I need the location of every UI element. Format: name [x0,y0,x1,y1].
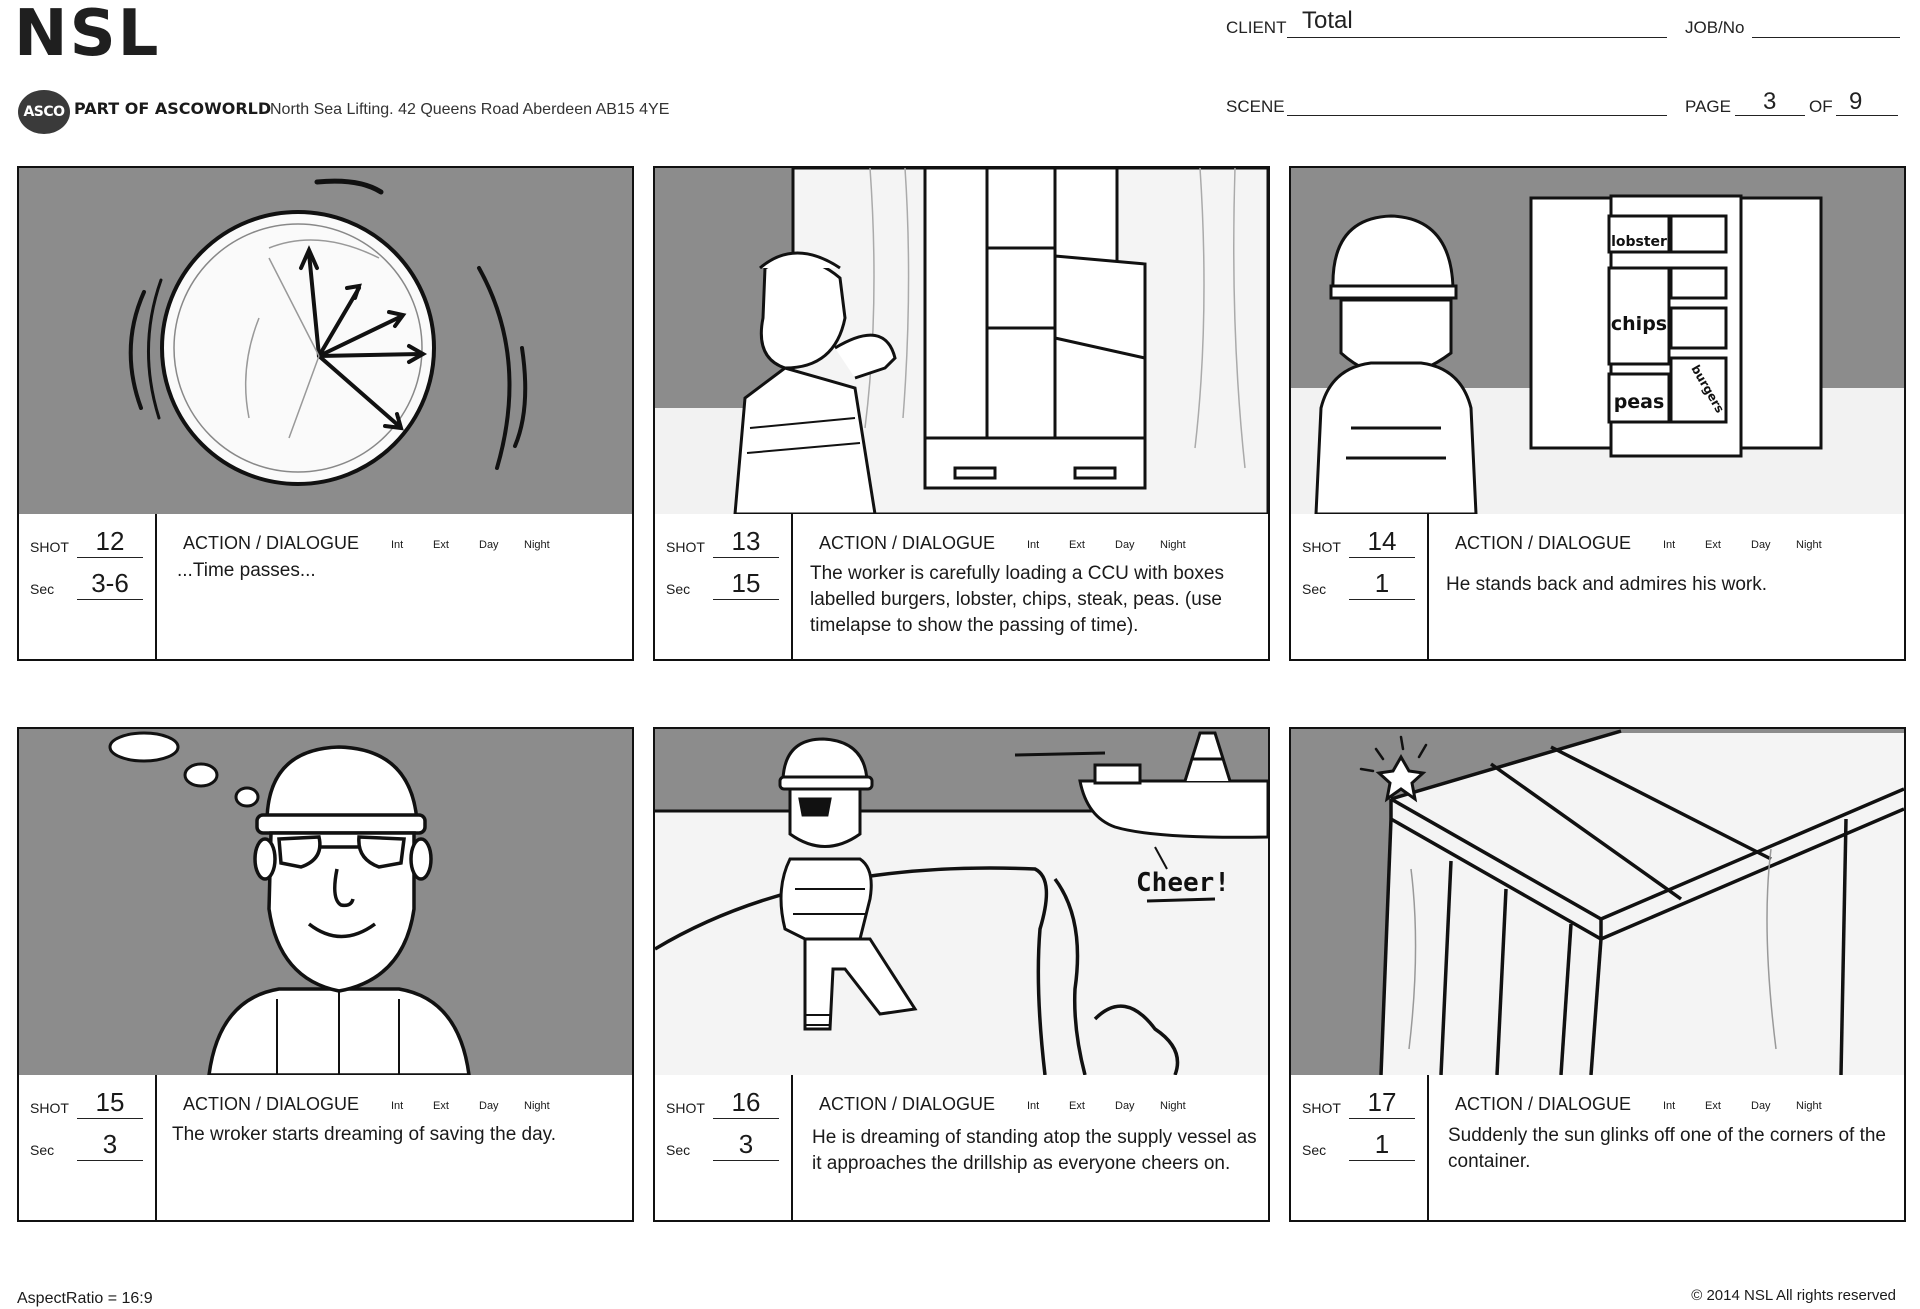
sec-label: Sec [30,1142,55,1158]
nsl-logo: NSL [14,0,161,71]
action-description: Suddenly the sun glinks off one of the corners of the container. [1448,1125,1886,1172]
shot-number: 12 [77,525,143,558]
asco-logo-badge: ASCO [18,90,70,134]
sec-value: 3 [713,1128,779,1161]
storyboard-panel-4 [17,727,634,1224]
action-description: He stands back and admires his work. [1446,574,1768,595]
action-dialogue-label: ACTION / DIALOGUE [819,1094,996,1114]
shot-number: 13 [713,525,779,558]
sketch-frame-container-glint [1289,727,1906,1077]
box-label-chips: chips [1610,313,1668,335]
ext-label: Ext [1705,539,1721,551]
int-label: Int [391,1100,404,1112]
stocked-container-sketch [1291,168,1904,514]
night-label: Night [1796,539,1822,551]
shot-label: SHOT [30,1100,69,1116]
action-dialogue-label: ACTION / DIALOGUE [183,1094,360,1114]
sec-label: Sec [666,1142,691,1158]
sec-label: Sec [666,581,691,597]
shot-info-box [17,514,634,661]
action-description: The worker is carefully loading a CCU with boxes labelled burgers, lobster, chips, steak, peas. (use timelapse to show the passing of time). [810,563,1224,636]
shot-info-box [653,1075,1270,1222]
shot-label: SHOT [30,539,69,555]
company-address: North Sea Lifting. 42 Queens Road Aberdeen AB15 4YE [270,101,670,118]
page-value: 3 [1763,88,1777,115]
day-label: Day [1751,1100,1771,1112]
page-label: PAGE [1685,97,1731,116]
day-label: Day [1115,539,1135,551]
sec-value: 3 [77,1128,143,1161]
job-line [1752,37,1900,38]
sec-label: Sec [1302,581,1327,597]
ext-label: Ext [1069,539,1085,551]
action-description: The wroker starts dreaming of saving the day. [172,1124,557,1145]
int-label: Int [1027,539,1040,551]
of-line [1836,115,1898,116]
box-label-burgers: burgers [1688,362,1727,416]
scene-line [1287,115,1667,116]
loading-ccu-sketch [655,168,1268,514]
box-label-lobster: lobster [1611,234,1667,250]
day-label: Day [1751,539,1771,551]
night-label: Night [524,539,550,551]
ext-label: Ext [1705,1100,1721,1112]
aspect-ratio-note: AspectRatio = 16:9 [17,1290,153,1307]
shot-info-box [17,1075,634,1222]
shot-number: 15 [77,1086,143,1119]
shot-number: 16 [713,1086,779,1119]
shot-info-box [653,514,1270,661]
int-label: Int [391,539,404,551]
clock-sketch [19,168,632,514]
copyright-note: © 2014 NSL All rights reserved [1691,1287,1896,1304]
shot-number: 14 [1349,525,1415,558]
shot-label: SHOT [1302,539,1341,555]
action-description: He is dreaming of standing atop the supply vessel as it approaches the drillship as everyone cheers on. [812,1127,1257,1174]
action-dialogue-label: ACTION / DIALOGUE [819,533,996,553]
day-label: Day [1115,1100,1135,1112]
client-label: CLIENT [1226,18,1287,37]
storyboard-panel-2 [653,166,1270,663]
day-label: Day [479,1100,499,1112]
sketch-frame-container-stocked [1289,166,1906,516]
of-label: OF [1809,97,1833,116]
night-label: Night [1160,539,1186,551]
shot-label: SHOT [666,1100,705,1116]
container-glint-sketch [1291,729,1904,1075]
sketch-frame-loading-ccu [653,166,1270,516]
supply-vessel-sketch [655,729,1268,1075]
action-dialogue-label: ACTION / DIALOGUE [183,533,360,553]
int-label: Int [1663,1100,1676,1112]
sec-value: 1 [1349,1128,1415,1161]
storyboard-panel-6 [1289,727,1906,1224]
shot-info-box [1289,514,1906,661]
ext-label: Ext [433,539,449,551]
shot-label: SHOT [666,539,705,555]
sec-label: Sec [30,581,55,597]
sketch-frame-clock [17,166,634,516]
sketch-frame-supply-vessel [653,727,1270,1077]
daydream-sketch [19,729,632,1075]
night-label: Night [524,1100,550,1112]
night-label: Night [1160,1100,1186,1112]
shot-label: SHOT [1302,1100,1341,1116]
int-label: Int [1663,539,1676,551]
storyboard-panel-3 [1289,166,1906,663]
sketch-frame-daydream [17,727,634,1077]
action-dialogue-label: ACTION / DIALOGUE [1455,533,1632,553]
shot-info-box [1289,1075,1906,1222]
ext-label: Ext [433,1100,449,1112]
asco-part-text: PART OF ASCOWORLD [74,99,272,118]
action-description: ...Time passes... [177,560,316,581]
client-line [1287,37,1667,38]
storyboard-panel-1 [17,166,634,663]
day-label: Day [479,539,499,551]
int-label: Int [1027,1100,1040,1112]
cheer-text: Cheer! [1136,868,1230,898]
ext-label: Ext [1069,1100,1085,1112]
action-dialogue-label: ACTION / DIALOGUE [1455,1094,1632,1114]
scene-label: SCENE [1226,97,1285,116]
shot-number: 17 [1349,1086,1415,1119]
of-value: 9 [1849,88,1863,115]
sec-value: 3-6 [77,567,143,600]
storyboard-panel-5 [653,727,1270,1224]
sec-label: Sec [1302,1142,1327,1158]
night-label: Night [1796,1100,1822,1112]
sec-value: 1 [1349,567,1415,600]
job-label: JOB/No [1685,18,1745,37]
client-value: Total [1302,7,1353,34]
sec-value: 15 [713,567,779,600]
box-label-peas: peas [1613,391,1665,413]
